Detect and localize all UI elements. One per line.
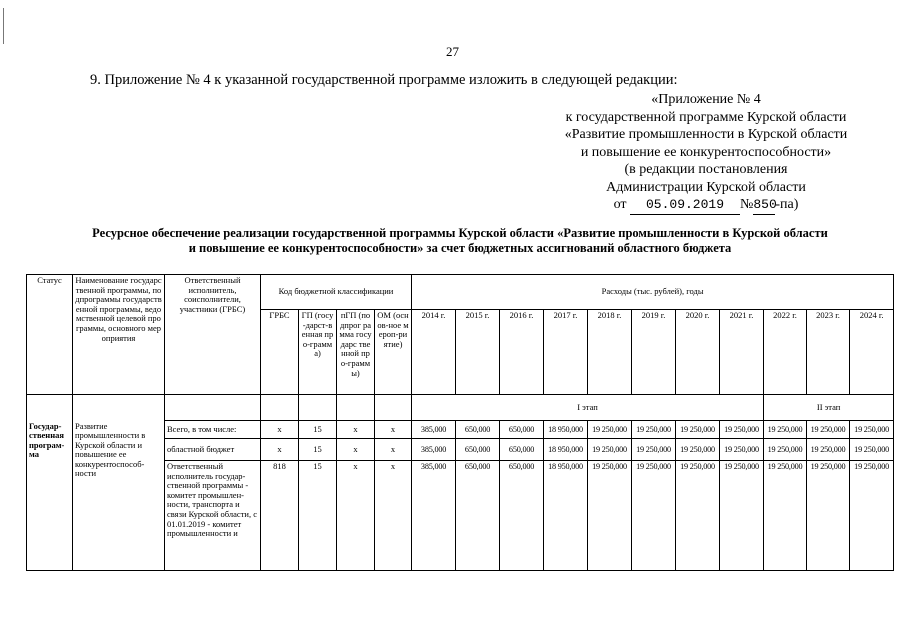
header-om: ОМ (основ-ное мероп-риятие) <box>375 310 412 395</box>
value-cell: 19 250,000 <box>720 421 764 439</box>
om-cell: х <box>375 421 412 439</box>
value-cell: 385,000 <box>412 461 456 571</box>
value-cell: 385,000 <box>412 421 456 439</box>
row-label: Всего, в том числе: <box>165 421 261 439</box>
header-year: 2024 г. <box>850 310 894 395</box>
value-cell: 19 250,000 <box>764 461 807 571</box>
pgp-cell: х <box>337 461 375 571</box>
header-year: 2020 г. <box>676 310 720 395</box>
from-label: от <box>613 197 627 212</box>
program-name-cell: Развитие промышленности в Курской области и повышение ее конкурентоспособ-ности <box>73 421 165 571</box>
header-year: 2014 г. <box>412 310 456 395</box>
value-cell: 19 250,000 <box>807 421 850 439</box>
appendix-heading <box>520 91 892 215</box>
value-cell: 650,000 <box>500 421 544 439</box>
value-cell: 650,000 <box>500 461 544 571</box>
appendix-line: к государственной программе Курской области <box>565 109 847 125</box>
gp-cell: 15 <box>299 439 337 461</box>
document-title <box>40 226 880 256</box>
table-row <box>27 421 894 439</box>
grbs-cell: х <box>261 421 299 439</box>
value-cell: 19 250,000 <box>632 461 676 571</box>
value-cell: 19 250,000 <box>676 421 720 439</box>
header-year: 2023 г. <box>807 310 850 395</box>
stage-2-label: II этап <box>764 395 894 421</box>
value-cell: 19 250,000 <box>588 461 632 571</box>
value-cell: 19 250,000 <box>676 439 720 461</box>
header-name: Наименование государственной программы, подпрограммы государственной программы, ведомственной целевой программы, основного мероприятия <box>73 275 165 395</box>
value-cell: 19 250,000 <box>807 461 850 571</box>
appendix-line: «Развитие промышленности в Курской области <box>564 127 848 142</box>
decree-date: 05.09.2019 <box>630 196 740 215</box>
header-year: 2018 г. <box>588 310 632 395</box>
status-cell: Государ-ственная програм-ма <box>27 421 73 571</box>
grbs-cell: 818 <box>261 461 299 571</box>
header-year: 2017 г. <box>544 310 588 395</box>
gp-cell: 15 <box>299 421 337 439</box>
om-cell: х <box>375 461 412 571</box>
header-expenses: Расходы (тыс. рублей), годы <box>412 275 894 310</box>
number-suffix: -па) <box>775 197 799 212</box>
appendix-line: «Приложение № 4 <box>651 92 761 107</box>
header-responsible: Ответственный исполнитель, соисполнители, участники (ГРБС) <box>165 275 261 395</box>
appendix-line: (в редакции постановления <box>624 162 788 177</box>
intro-paragraph: 9. Приложение № 4 к указанной государственной программе изложить в следующей редакции: <box>90 72 678 88</box>
title-line: Ресурсное обеспечение реализации государственной программы Курской области «Развитие промышленности в Курской области <box>92 226 828 240</box>
header-year: 2019 г. <box>632 310 676 395</box>
row-label: областной бюджет <box>165 439 261 461</box>
value-cell: 18 950,000 <box>544 421 588 439</box>
header-year: 2016 г. <box>500 310 544 395</box>
value-cell: 650,000 <box>456 439 500 461</box>
header-gp: ГП (госу-дарст-венная про-грамма) <box>299 310 337 395</box>
value-cell: 19 250,000 <box>720 439 764 461</box>
value-cell: 19 250,000 <box>850 439 894 461</box>
value-cell: 18 950,000 <box>544 439 588 461</box>
header-pgp: пГП (подпрог рамма государс твенной про-граммы) <box>337 310 375 395</box>
value-cell: 650,000 <box>456 421 500 439</box>
stage-1-label: I этап <box>412 395 764 421</box>
appendix-line: и повышение ее конкурентоспособности» <box>580 144 832 160</box>
value-cell: 18 950,000 <box>544 461 588 571</box>
decree-number: 850 <box>753 196 775 215</box>
value-cell: 19 250,000 <box>720 461 764 571</box>
value-cell: 19 250,000 <box>764 421 807 439</box>
value-cell: 19 250,000 <box>588 439 632 461</box>
value-cell: 19 250,000 <box>850 461 894 571</box>
value-cell: 19 250,000 <box>850 421 894 439</box>
header-year: 2022 г. <box>764 310 807 395</box>
value-cell: 19 250,000 <box>632 439 676 461</box>
number-prefix: № <box>740 197 754 212</box>
value-cell: 650,000 <box>456 461 500 571</box>
pgp-cell: х <box>337 421 375 439</box>
pgp-cell: х <box>337 439 375 461</box>
resource-table <box>26 274 894 571</box>
header-grbs: ГРБС <box>261 310 299 395</box>
margin-mark <box>3 8 4 44</box>
grbs-cell: х <box>261 439 299 461</box>
value-cell: 19 250,000 <box>764 439 807 461</box>
stage-row <box>27 395 894 421</box>
gp-cell: 15 <box>299 461 337 571</box>
appendix-date-line <box>520 196 892 215</box>
value-cell: 19 250,000 <box>588 421 632 439</box>
page-number: 27 <box>446 44 459 59</box>
header-year: 2021 г. <box>720 310 764 395</box>
value-cell: 19 250,000 <box>632 421 676 439</box>
value-cell: 19 250,000 <box>676 461 720 571</box>
appendix-line: Администрации Курской области <box>606 179 806 195</box>
om-cell: х <box>375 439 412 461</box>
row-label: Ответственный исполнитель государ-ственной программы - комитет промышлен-ности, транспорта и связи Курской области, с 01.01.2019 - комитет промышленности и <box>165 461 261 571</box>
value-cell: 19 250,000 <box>807 439 850 461</box>
header-year: 2015 г. <box>456 310 500 395</box>
value-cell: 385,000 <box>412 439 456 461</box>
header-budget-code: Код бюджетной классификации <box>261 275 412 310</box>
header-status: Статус <box>27 275 73 395</box>
value-cell: 650,000 <box>500 439 544 461</box>
title-line: и повышение ее конкурентоспособности» за счет бюджетных ассигнований областного бюджета <box>188 241 732 255</box>
